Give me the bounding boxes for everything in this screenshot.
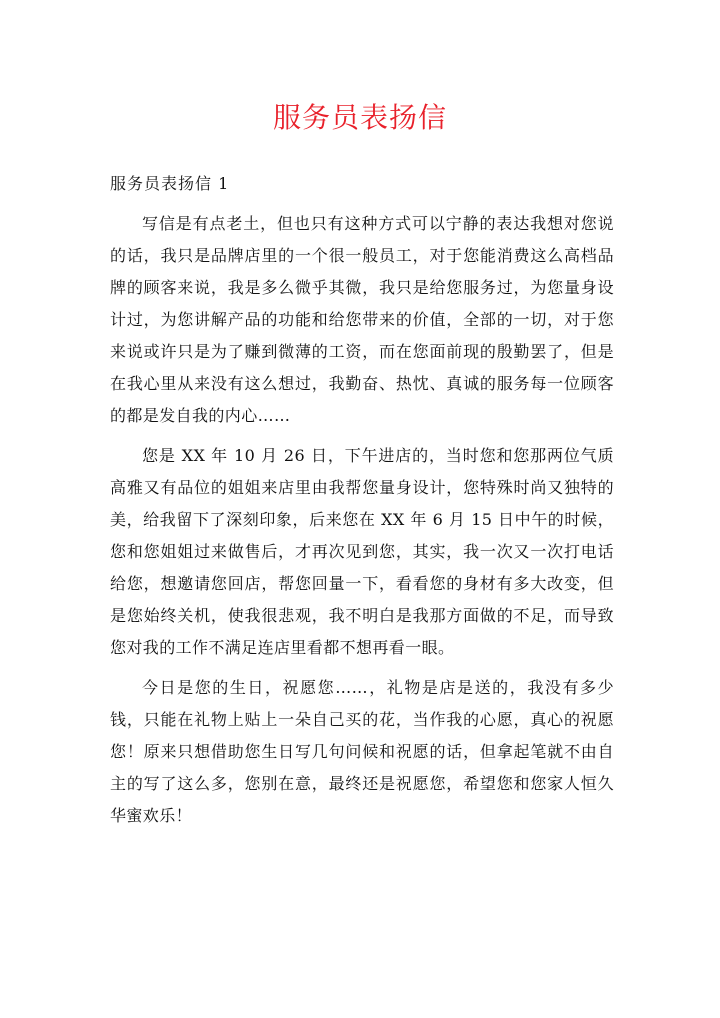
paragraph-3: 今日是您的生日，祝愿您……，礼物是店是送的，我没有多少钱，只能在礼物上贴上一朵自己买的花，当作我的心愿，真心的祝愿您！原来只想借助您生日写几句问候和祝愿的话，但拿起笔就不由自主的写了这么多，您别在意，最终还是祝愿您，希望您和您家人恒久华蜜欢乐！ bbox=[110, 678, 614, 825]
document-title: 服务员表扬信 bbox=[272, 101, 447, 134]
paragraph-2: 您是 XX 年 10 月 26 日，下午进店的，当时您和您那两位气质高雅又有品位的姐姐来店里由我帮您量身设计，您特殊时尚又独特的美，给我留下了深刻印象，后来您在 XX 年 6 月 15 日中午的时候，您和您姐姐过来做售后，才再次见到您，其实，我一次又一次打电话给您，想邀请您回店，帮您回量一下，看看您的身材有多大改变，但是您始终关机，使我很悲观，我不明白是我那方面做的不足，而导致您对我的工作不满足连店里看都不想再看一眼。 bbox=[110, 446, 614, 657]
letter-heading: 服务员表扬信 1 bbox=[110, 174, 230, 193]
letter-body bbox=[110, 208, 614, 832]
paragraph-1: 写信是有点老土，但也只有这种方式可以宁静的表达我想对您说的话，我只是品牌店里的一个很一般员工，对于您能消费这么高档品牌的顾客来说，我是多么微乎其微，我只是给您服务过，为您量身设计过，为您讲解产品的功能和给您带来的价值，全部的一切，对于您来说或许只是为了赚到微薄的工资，而在您面前现的殷勤罢了，但是在我心里从来没有这么想过，我勤奋、热忱、真诚的服务每一位顾客的都是发自我的内心…… bbox=[110, 214, 614, 425]
